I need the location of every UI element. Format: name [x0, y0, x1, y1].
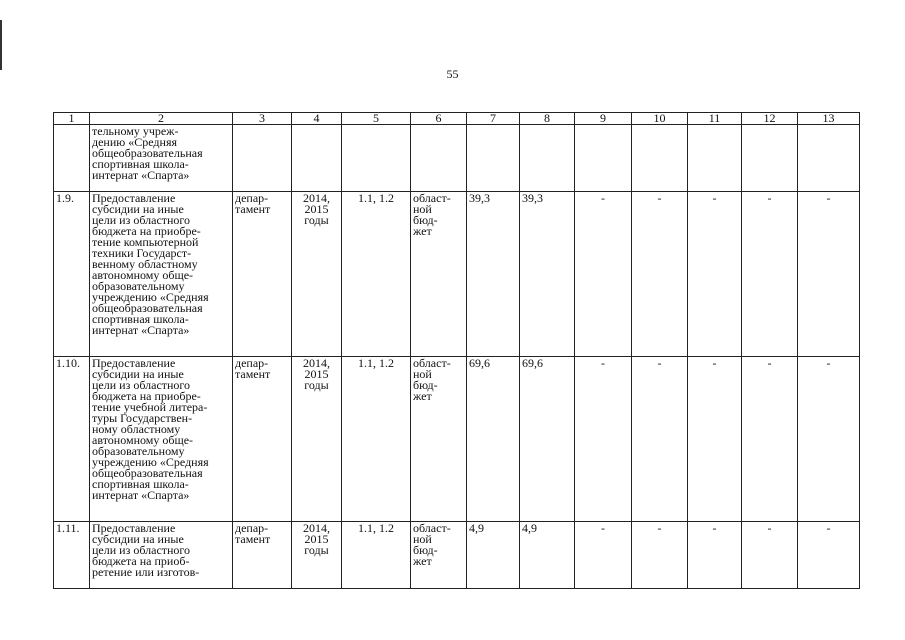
table-row [54, 357, 860, 522]
cell-text: - [712, 191, 717, 205]
scan-edge-mark [0, 20, 2, 70]
cell-text: Предоставление субсидии на иные цели из областного бюджета на приоб- ретение или изготов- [92, 521, 200, 579]
cell-text: - [767, 191, 772, 205]
period-cell [292, 192, 342, 357]
cell-text: 1.11. [56, 521, 80, 535]
item-number [54, 522, 90, 589]
cell-text: - [657, 356, 662, 370]
funding-source-cell [411, 357, 467, 522]
executor-cell [233, 522, 292, 589]
executor-cell [233, 192, 292, 357]
value-cell [798, 192, 860, 357]
column-number: 11 [688, 113, 742, 125]
column-number: 7 [467, 113, 520, 125]
task-ref-cell [342, 357, 411, 522]
task-ref-cell [342, 125, 411, 192]
cell-text: 1.1, 1.2 [358, 521, 394, 535]
period-cell [292, 125, 342, 192]
cell-text: 69,6 [522, 356, 543, 370]
program-table [53, 112, 860, 589]
cell-text: - [657, 521, 662, 535]
cell-text: област- ной бюд- жет [413, 521, 451, 568]
item-number [54, 192, 90, 357]
column-number: 13 [798, 113, 860, 125]
cell-text: област- ной бюд- жет [413, 356, 451, 403]
item-number [54, 357, 90, 522]
cell-text: 2014, 2015 годы [303, 191, 330, 227]
cell-text: 1.9. [56, 191, 74, 205]
item-description [90, 357, 233, 522]
item-number [54, 125, 90, 192]
funding-source-cell [411, 522, 467, 589]
column-number: 10 [632, 113, 688, 125]
cell-text: Предоставление субсидии на иные цели из областного бюджета на приобре- тение учебной литера- туры Государствен- ному областному автономному обще- образовательному учреждению «Средняя общеобразовательная спортивная школа- интернат «Спарта» [92, 356, 209, 502]
value-cell [632, 357, 688, 522]
funding-source-cell [411, 125, 467, 192]
value-cell [798, 125, 860, 192]
executor-cell [233, 357, 292, 522]
cell-text: - [601, 356, 605, 370]
executor-cell [233, 125, 292, 192]
column-number: 3 [233, 113, 292, 125]
funding-source-cell [411, 192, 467, 357]
table-row [54, 192, 860, 357]
period-cell [292, 522, 342, 589]
cell-text: - [601, 521, 605, 535]
value-cell [798, 522, 860, 589]
value-cell [742, 357, 798, 522]
table-row [54, 125, 860, 192]
cell-text: тельному учреж- дению «Средняя общеобразовательная спортивная школа- интернат «Спарта» [92, 124, 203, 182]
table-row [54, 522, 860, 589]
period-cell [292, 357, 342, 522]
value-cell [520, 192, 575, 357]
cell-text: депар- тамент [235, 191, 271, 216]
value-cell [575, 125, 632, 192]
column-number: 5 [342, 113, 411, 125]
column-number: 2 [90, 113, 233, 125]
value-cell [632, 192, 688, 357]
value-cell [467, 192, 520, 357]
column-number: 9 [575, 113, 632, 125]
item-description [90, 522, 233, 589]
column-number: 1 [54, 113, 90, 125]
cell-text: 1.10. [56, 356, 80, 370]
value-cell [688, 192, 742, 357]
column-number: 12 [742, 113, 798, 125]
value-cell [632, 125, 688, 192]
value-cell [575, 357, 632, 522]
cell-text: - [767, 521, 772, 535]
cell-text: депар- тамент [235, 356, 271, 381]
value-cell [467, 522, 520, 589]
cell-text: - [712, 356, 717, 370]
value-cell [742, 522, 798, 589]
column-number: 4 [292, 113, 342, 125]
value-cell [688, 522, 742, 589]
task-ref-cell [342, 522, 411, 589]
column-number: 6 [411, 113, 467, 125]
cell-text: 69,6 [469, 356, 490, 370]
item-description [90, 125, 233, 192]
cell-text: 1.1, 1.2 [358, 356, 394, 370]
cell-text: 1.1, 1.2 [358, 191, 394, 205]
value-cell [467, 125, 520, 192]
value-cell [520, 522, 575, 589]
value-cell [742, 192, 798, 357]
cell-text: 4,9 [522, 521, 537, 535]
page-number: 55 [446, 67, 459, 81]
value-cell [520, 357, 575, 522]
column-number: 8 [520, 113, 575, 125]
cell-text: 2014, 2015 годы [303, 521, 330, 557]
value-cell [575, 192, 632, 357]
cell-text: депар- тамент [235, 521, 271, 546]
cell-text: - [826, 521, 831, 535]
cell-text: Предоставление субсидии на иные цели из областного бюджета на приобре- тение компьютерной техники Государст- венному областному автономному обще- образовательному учреждению «Средняя общеобразовательная спортивная школа- интернат «Спарта» [92, 191, 209, 337]
cell-text: 39,3 [522, 191, 543, 205]
cell-text: - [826, 191, 831, 205]
cell-text: област- ной бюд- жет [413, 191, 451, 238]
cell-text: - [657, 191, 662, 205]
value-cell [688, 357, 742, 522]
cell-text: 4,9 [469, 521, 484, 535]
cell-text: - [767, 356, 772, 370]
value-cell [520, 125, 575, 192]
value-cell [467, 357, 520, 522]
column-number-row [54, 113, 860, 125]
cell-text: - [601, 191, 605, 205]
item-description [90, 192, 233, 357]
value-cell [742, 125, 798, 192]
cell-text: - [712, 521, 717, 535]
cell-text: 39,3 [469, 191, 490, 205]
value-cell [798, 357, 860, 522]
value-cell [575, 522, 632, 589]
cell-text: 2014, 2015 годы [303, 356, 330, 392]
task-ref-cell [342, 192, 411, 357]
value-cell [688, 125, 742, 192]
value-cell [632, 522, 688, 589]
cell-text: - [826, 356, 831, 370]
